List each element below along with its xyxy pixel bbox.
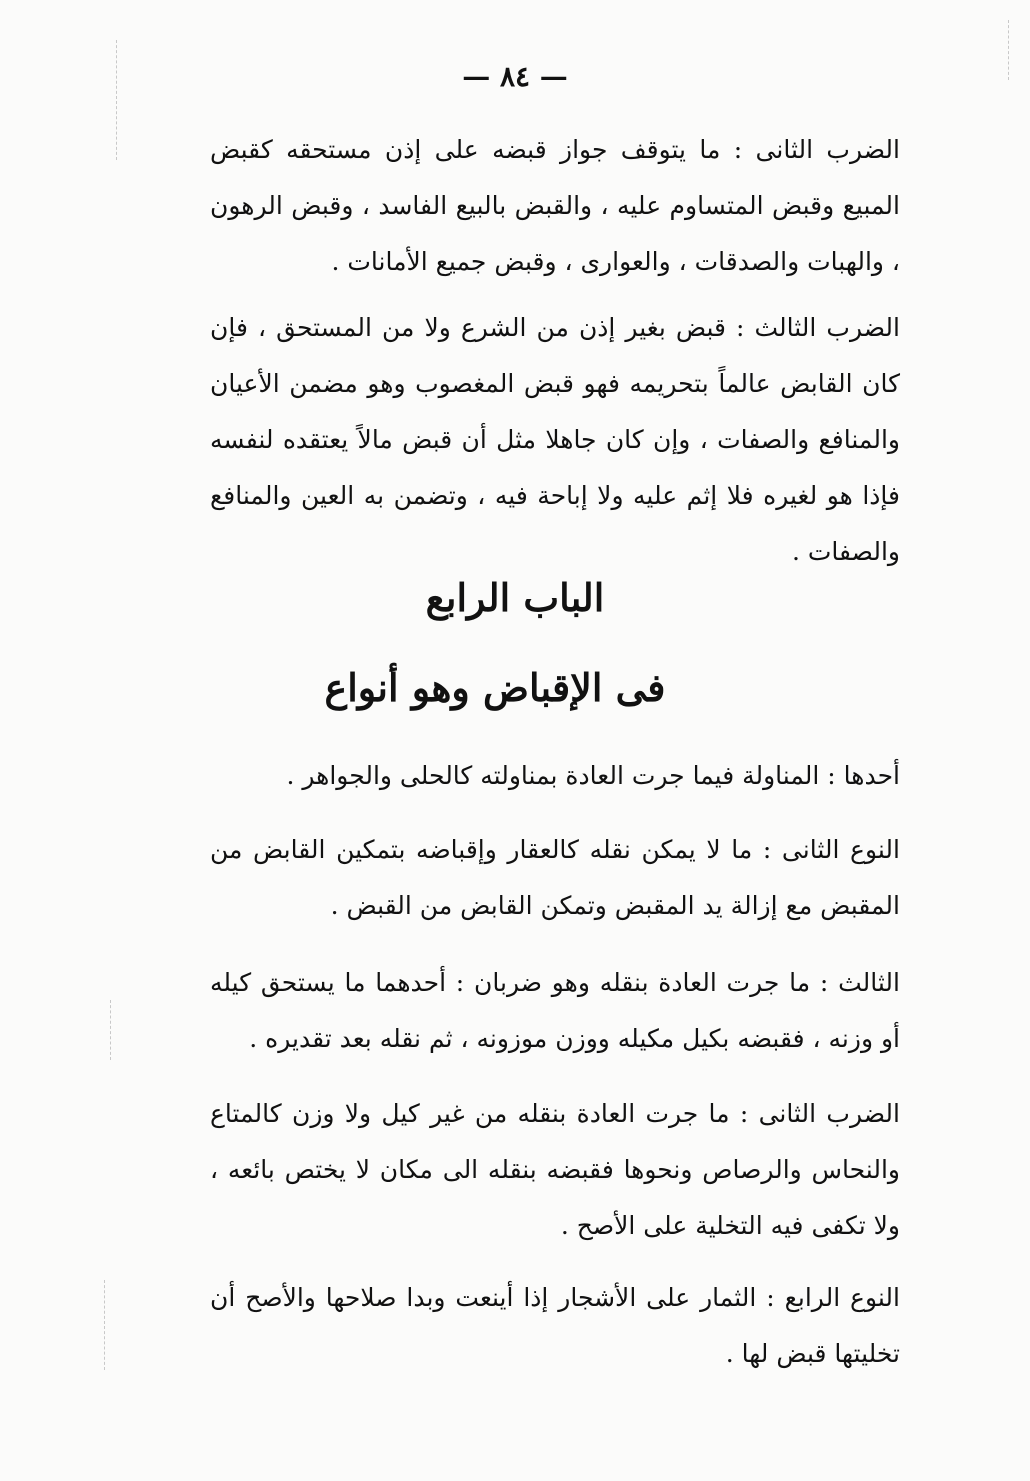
paragraph-second-type: الضرب الثانى : ما يتوقف جواز قبضه على إذن مستحقه كقبض المبيع وقبض المتساوم عليه ، والقبض بالبيع الفاسد ، وقبض الرهون ، والهبات والصدقات ، والعوارى ، وقبض جميع الأمانات .	[210, 135, 900, 276]
chapter-title: الباب الرابع	[425, 575, 605, 620]
paragraph-second-subtype: الضرب الثانى : ما جرت العادة بنقله من غير كيل ولا وزن كالمتاع والنحاس والرصاص ونحوها فقبضه بنقله الى مكان لا يختص بائعه ، ولا تكفى فيه التخلية على الأصح .	[210, 1099, 900, 1240]
scan-margin-mark	[1008, 20, 1009, 80]
scan-margin-mark	[110, 1000, 111, 1060]
scan-margin-mark	[116, 40, 117, 160]
paragraph-first-kind: أحدها : المناولة فيما جرت العادة بمناولته كالحلى والجواهر .	[286, 761, 900, 790]
paragraph-fourth-kind: النوع الرابع : الثمار على الأشجار إذا أينعت وبدا صلاحها والأصح أن تخليتها قبض لها .	[210, 1283, 900, 1368]
paragraph-third-type: الضرب الثالث : قبض بغير إذن من الشرع ولا من المستحق ، فإن كان القابض عالماً بتحريمه فهو قبض المغصوب وهو مضمن الأعيان والمنافع والصفات ، وإن كان جاهلا مثل أن قبض مالاً يعتقده لنفسه فإذا هو لغيره فلا إثم عليه ولا إباحة فيه ، وتضمن به العين والمنافع والصفات .	[210, 313, 900, 566]
scan-margin-mark	[104, 1280, 105, 1370]
paragraph-second-kind: النوع الثانى : ما لا يمكن نقله كالعقار وإقباضه بتمكين القابض من المقبض مع إزالة يد المقبض وتمكن القابض من القبض .	[210, 835, 900, 920]
paragraph-third-kind: الثالث : ما جرت العادة بنقله وهو ضربان : أحدهما ما يستحق كيله أو وزنه ، فقبضه بكيل مكيله ووزن موزونه ، ثم نقله بعد تقديره .	[210, 968, 900, 1053]
chapter-subtitle: فى الإقباض وهو أنواع	[324, 665, 666, 710]
page-number: — ٨٤ —	[462, 60, 568, 93]
